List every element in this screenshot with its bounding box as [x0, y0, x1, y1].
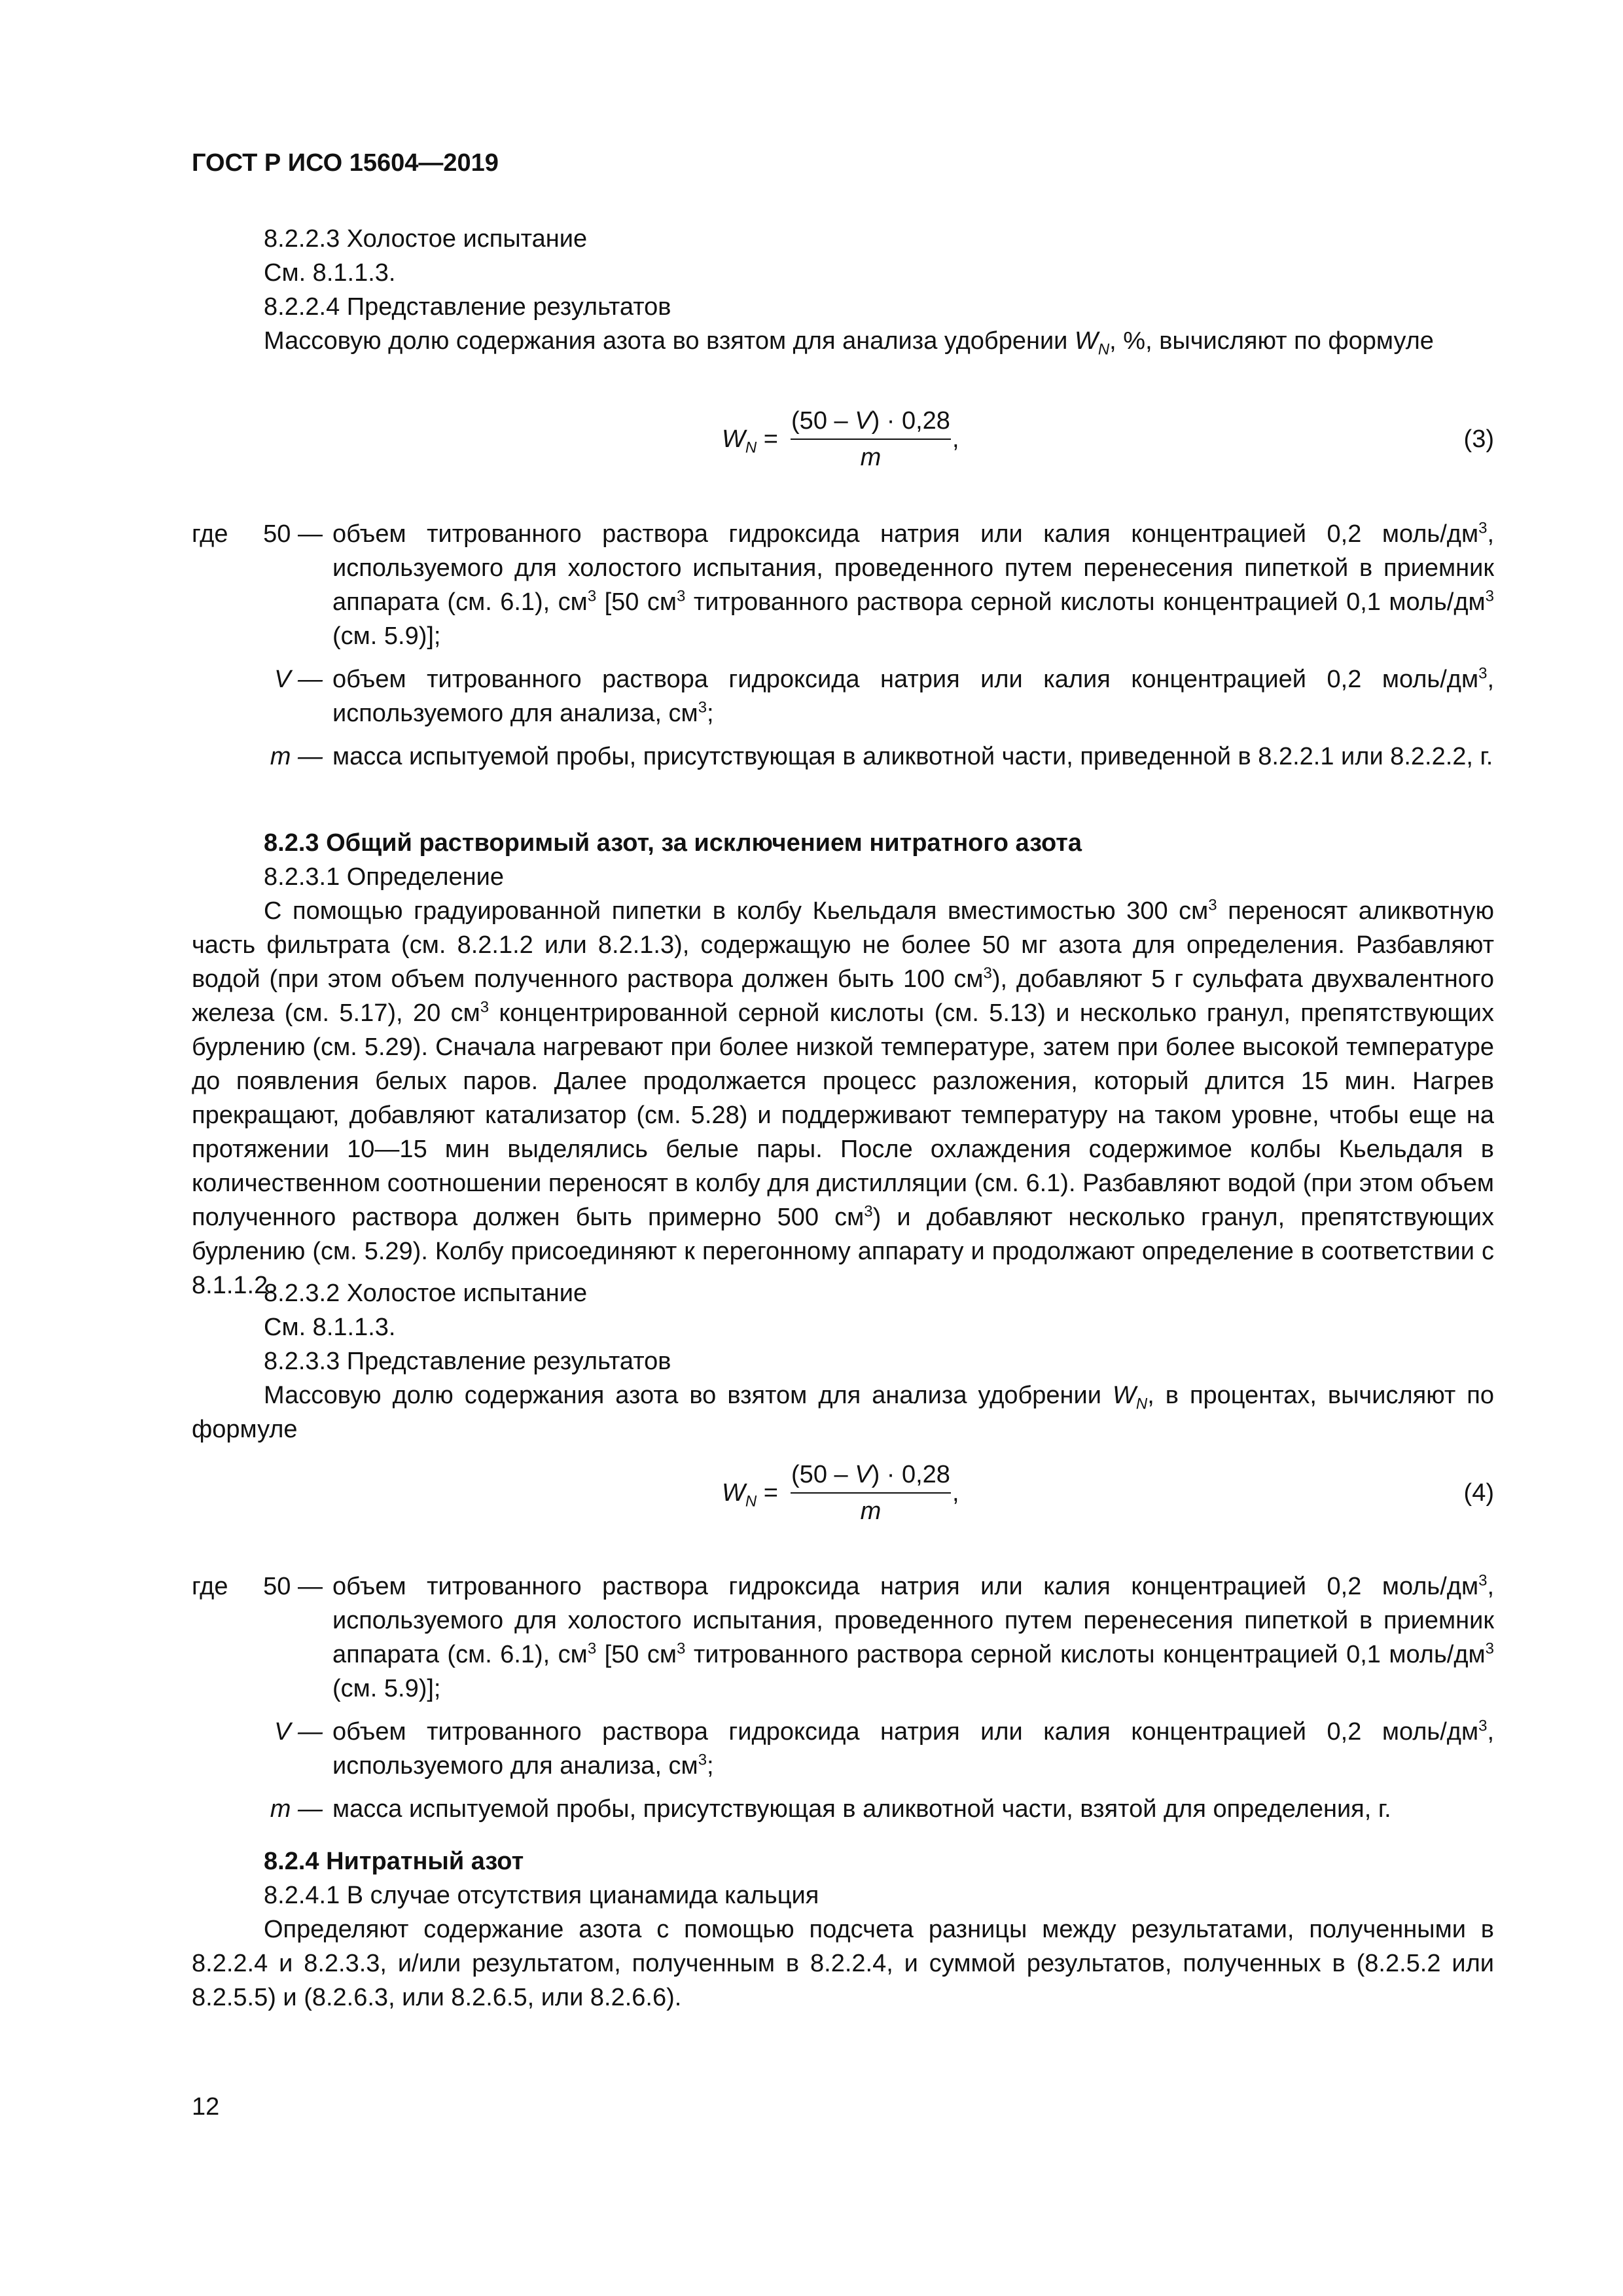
legend-description: объем титрованного раствора гидроксида натрия или калия концентрацией 0,2 моль/$дм^3$, используемого для холостого испытания, проведенного путем перенесения пипеткой в приемник аппарата (см. 6.1), $см^3$ [50 $см^3$ титрованного раствора серной кислоты концентрацией 0,1 моль/$дм^3$ (см. 5.9)];	[332, 1571, 1494, 1702]
legend-symbol: m —	[270, 743, 323, 770]
legend-row	[192, 662, 1494, 730]
subsection-8-2-4-1: 8.2.4.1 В случае отсутствия цианамида кальция	[264, 1882, 819, 1909]
section-heading-8-2-4: 8.2.4 Нитратный азот	[264, 1848, 524, 1875]
legend-where-label: где	[192, 520, 228, 548]
formula-lhs: $W_N$ =	[722, 425, 778, 457]
standard-header: ГОСТ Р ИСО 15604—2019	[192, 149, 499, 177]
legend-description: объем титрованного раствора гидроксида натрия или калия концентрацией 0,2 моль/$дм^3$, используемого для холостого испытания, проведенного путем перенесения пипеткой в приемник аппарата (см. 6.1), $см^3$ [50 $см^3$ титрованного раствора серной кислоты концентрацией 0,1 моль/$дм^3$ (см. 5.9)];	[332, 519, 1494, 650]
paragraph-nitrate: Определяют содержание азота с помощью подсчета разницы между результатами, полученными в 8.2.2.4 и 8.2.3.3, и/или результатом, полученным в 8.2.2.4, и суммой результатов, полученных в (8.2.5.2 или 8.2.5.5) и (8.2.6.3, или 8.2.6.5, или 8.2.6.6).	[192, 1916, 1494, 2011]
legend-description: масса испытуемой пробы, присутствующая в аликвотной части, приведенной в 8.2.2.1 или 8.2.2.2, г.	[332, 743, 1493, 770]
formula-denominator: m	[860, 1498, 882, 1525]
formula-numerator: (50 – V) · 0,28	[791, 407, 950, 435]
legend-row	[192, 1792, 1494, 1826]
formula-fraction	[791, 1460, 951, 1526]
paragraph-formula-intro: Массовую долю содержания азота во взятом для анализа удобрении $W_N$, %, вычисляют по формуле	[264, 327, 1434, 359]
subsection-8-2-3-3: 8.2.3.3 Представление результатов	[264, 1348, 671, 1375]
legend-symbol: m —	[270, 1795, 323, 1823]
subsection-8-2-3-2: 8.2.3.2 Холостое испытание	[264, 1280, 588, 1307]
legend-symbol: V —	[274, 666, 323, 693]
legend-symbol: 50 —	[263, 1573, 323, 1600]
legend-symbol: V —	[274, 1718, 323, 1746]
fraction-bar	[791, 1492, 951, 1494]
legend-description: объем титрованного раствора гидроксида натрия или калия концентрацией 0,2 моль/$дм^3$, используемого для анализа, $см^3$;	[332, 664, 1494, 727]
formula-number: (4)	[1463, 1479, 1494, 1507]
legend-row	[192, 1570, 1494, 1706]
reference-line: См. 8.1.1.3.	[264, 259, 396, 287]
formula-3	[192, 406, 1494, 478]
formula-4	[192, 1460, 1494, 1532]
formula-lhs: $W_N$ =	[722, 1479, 778, 1511]
formula-numerator: (50 – V) · 0,28	[791, 1461, 950, 1488]
paragraph-procedure: С помощью градуированной пипетки в колбу Кьельдаля вместимостью 300 $см^3$ переносят аликвотную часть фильтрата (см. 8.2.1.2 или 8.2.1.3), содержащую не более 50 мг азота для определения. Разбавляют водой (при этом объем полученного раствора должен быть 100 $см^3$), добавляют 5 г сульфата двухвалентного железа (см. 5.17), 20 $см^3$ концентрированной серной кислоты (см. 5.13) и несколько гранул, препятствующих бурлению (см. 5.29). Сначала нагревают при более низкой температуре, затем при более высокой температуре до появления белых паров. Далее продолжается процесс разложения, который длится 15 мин. Нагрев прекращают, добавляют катализатор (см. 5.28) и поддерживают температуру на таком уровне, чтобы еще на протяжении 10—15 мин выделялись белые пары. После охлаждения содержимое колбы Кьельдаля в количественном соотношении переносят в колбу для дистилляции (см. 6.1). Разбавляют водой (при этом объем полученного раствора должен быть примерно 500 $см^3$) и добавляют несколько гранул, препятствующих бурлению (см. 5.29). Колбу присоединяют к перегонному аппарату и продолжают определение в соответствии с 8.1.1.2.	[192, 896, 1494, 1299]
formula-number: (3)	[1463, 425, 1494, 453]
formula-fraction	[791, 406, 951, 473]
subsection-8-2-2-4: 8.2.2.4 Представление результатов	[264, 293, 671, 321]
variable-legend-1	[192, 517, 1494, 783]
reference-line: См. 8.1.1.3.	[264, 1314, 396, 1341]
legend-row	[192, 517, 1494, 653]
legend-row	[192, 740, 1494, 774]
legend-description: масса испытуемой пробы, присутствующая в аликвотной части, взятой для определения, г.	[332, 1795, 1391, 1823]
legend-symbol: 50 —	[263, 520, 323, 548]
formula-denominator: m	[860, 444, 882, 471]
page-number: 12	[192, 2093, 220, 2121]
paragraph-formula-intro: Массовую долю содержания азота во взятом для анализа удобрении $W_N$, в процентах, вычисляют по формуле	[192, 1382, 1494, 1443]
legend-row	[192, 1715, 1494, 1783]
variable-legend-2	[192, 1570, 1494, 1835]
fraction-bar	[791, 439, 951, 440]
formula-comma: ,	[952, 1479, 959, 1507]
subsection-8-2-3-1: 8.2.3.1 Определение	[264, 863, 505, 891]
legend-description: объем титрованного раствора гидроксида натрия или калия концентрацией 0,2 моль/$дм^3$, используемого для анализа, $см^3$;	[332, 1717, 1494, 1780]
section-heading-8-2-3: 8.2.3 Общий растворимый азот, за исключением нитратного азота	[264, 829, 1082, 857]
formula-comma: ,	[952, 425, 959, 453]
legend-where-label: где	[192, 1573, 228, 1600]
subsection-8-2-2-3: 8.2.2.3 Холостое испытание	[264, 225, 588, 253]
